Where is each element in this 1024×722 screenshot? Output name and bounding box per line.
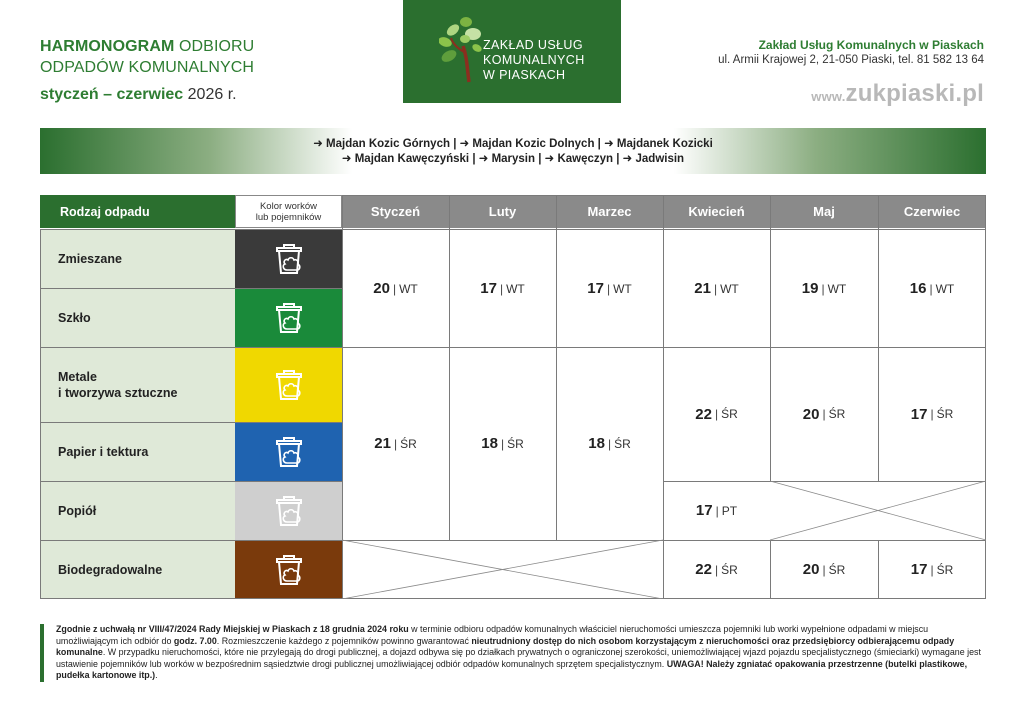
tree-icon <box>439 12 485 84</box>
header-month-may: Maj <box>770 195 878 228</box>
waste-type-metal-plastic: Metale i tworzywa sztuczne <box>40 347 235 422</box>
date-cell: 21 | ŚR <box>342 347 449 540</box>
waste-type-mixed: Zmieszane <box>40 230 235 288</box>
logo-text: ZAKŁAD USŁUG KOMUNALNYCH W PIASKACH <box>483 38 585 82</box>
header-month-feb: Luty <box>449 195 556 228</box>
header-month-jan: Styczeń <box>342 195 449 228</box>
waste-type-bio: Biodegradowalne <box>40 540 235 599</box>
period: styczeń – czerwiec 2026 r. <box>40 86 237 103</box>
company-info <box>718 38 984 66</box>
header-month-jun: Czerwiec <box>878 195 986 228</box>
date-cell: 20 | WT <box>342 230 449 347</box>
localities-banner <box>40 128 986 174</box>
header-bag-color: Kolor worków lub pojemników <box>235 195 342 228</box>
document-title <box>40 36 254 104</box>
website-link[interactable]: www.zukpiaski.pl <box>811 80 984 107</box>
date-cell: 17 | ŚR <box>878 347 986 481</box>
date-cell: 18 | ŚR <box>449 347 556 540</box>
header-month-mar: Marzec <box>556 195 663 228</box>
date-cell: 17 | WT <box>556 230 663 347</box>
date-cell: 18 | ŚR <box>556 347 663 540</box>
date-cell: 22 | ŚR <box>663 540 770 599</box>
waste-type-glass: Szkło <box>40 288 235 347</box>
date-cell: 21 | WT <box>663 230 770 347</box>
table-grid <box>40 195 986 599</box>
date-cell: 17 | WT <box>449 230 556 347</box>
date-cell: 17 | PT <box>663 481 770 540</box>
date-cell: 20 | ŚR <box>770 347 878 481</box>
company-address: ul. Armii Krajowej 2, 21-050 Piaski, tel. 81 582 13 64 <box>718 54 984 66</box>
date-cell: 19 | WT <box>770 230 878 347</box>
header-month-apr: Kwiecień <box>663 195 770 228</box>
company-logo <box>403 0 621 103</box>
regulation-note: Zgodnie z uchwałą nr VIII/47/2024 Rady Miejskiej w Piaskach z 18 grudnia 2024 roku w terminie odbioru odpadów komunalnych właściciel nieruchomości umieszcza pojemniki lub worki wypełnione odpadami w miejscu umożliwiającym ich odbiór do godz. 7.00. Rozmieszczenie każdego z pojemników powinno gwarantować nieutrudniony dostęp do nich osobom korzystającym z nieruchomości oraz przedsiębiorcy odbierającemu odpady komunalne. W przypadku nieruchomości, które nie przylegają do drogi publicznej, a dojazd odbywa się po działkach prywatnych o ograniczonej szerokości, uniemożliwiającej wjazd pojazdu specjalistycznego (śmieciarki) wymagane jest ustawienie pojemników lub worków w bezpośrednim sąsiedztwie drogi publicznej umożliwiającej odbiór odpadów komunalnych sprzętem specjalistycznym. UWAGA! Należy zgniatać opakowania przestrzenne (butelki plastikowe, pudełka kartonowe itp.). <box>40 624 986 682</box>
waste-type-ash: Popiół <box>40 481 235 540</box>
header-waste-type: Rodzaj odpadu <box>40 195 235 228</box>
date-cell: 17 | ŚR <box>878 540 986 599</box>
title-line-2: ODPADÓW KOMUNALNYCH <box>40 59 255 76</box>
waste-type-paper: Papier i tektura <box>40 422 235 481</box>
date-cell: 20 | ŚR <box>770 540 878 599</box>
date-cell: 16 | WT <box>878 230 986 347</box>
company-name: Zakład Usług Komunalnych w Piaskach <box>758 38 984 52</box>
schedule-table <box>40 195 986 599</box>
date-cell: 22 | ŚR <box>663 347 770 481</box>
localities-text: ➜ Majdan Kozic Górnych | ➜ Majdan Kozic Dolnych | ➜ Majdanek Kozicki ➜ Majdan Kawęczyński | ➜ Marysin | ➜ Kawęczyn | ➜ Jadwisin <box>313 138 713 165</box>
title-line-1: HARMONOGRAM ODBIORU <box>40 38 255 55</box>
